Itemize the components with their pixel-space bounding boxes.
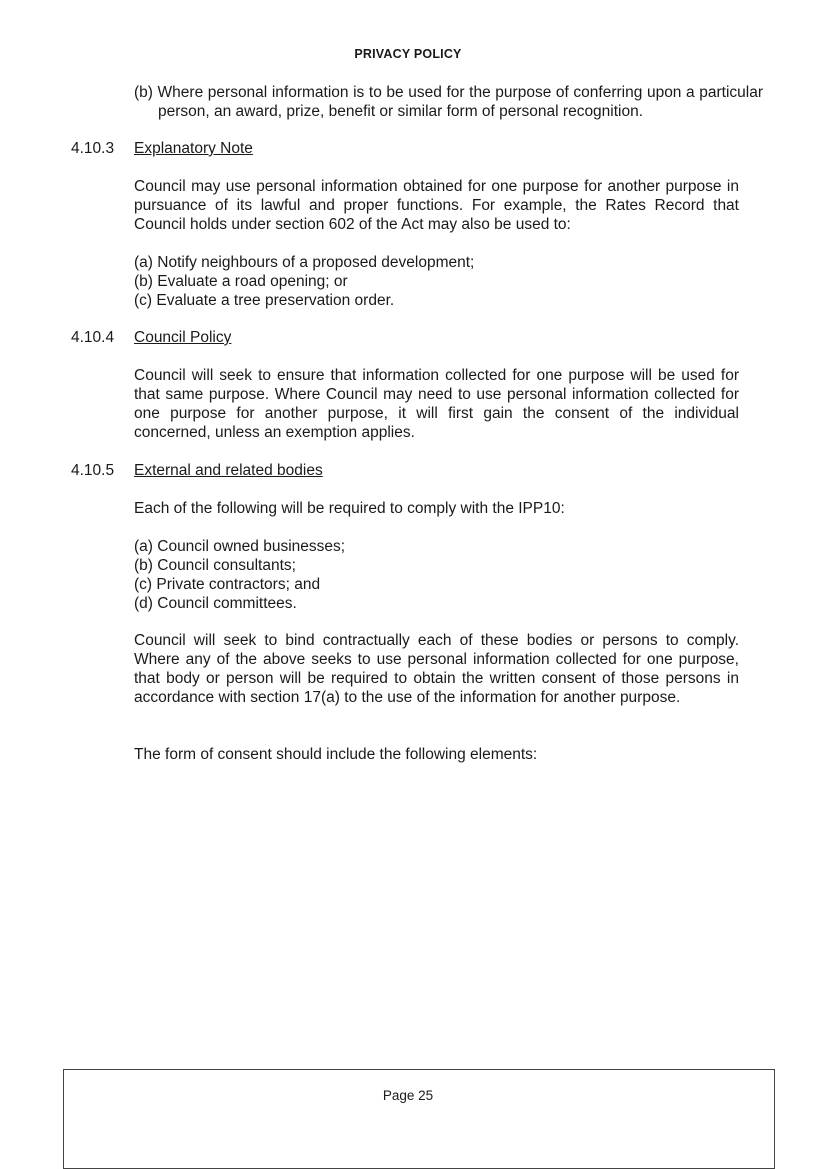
explanatory-note-list bbox=[134, 253, 739, 310]
list-item: (a) Council owned businesses; bbox=[134, 538, 346, 555]
external-bodies-list bbox=[134, 537, 739, 613]
list-item: (d) Council committees. bbox=[134, 595, 297, 612]
section-heading-explanatory-note: Explanatory Note bbox=[134, 140, 253, 157]
external-bodies-binding-paragraph: Council will seek to bind contractually each of these bodies or persons to comply. Where any of the above seeks to use personal information collected for one purpose, that body or person will be required to obtain the written consent of those persons in accordance with section 17(a) to the use of the information for another purpose. bbox=[134, 632, 739, 706]
section-heading-council-policy: Council Policy bbox=[134, 329, 232, 346]
section-number-4-10-3: 4.10.3 bbox=[71, 140, 115, 157]
footer-page-number: Page 25 bbox=[382, 1088, 434, 1103]
section-number-4-10-5: 4.10.5 bbox=[71, 462, 115, 479]
section-heading-external-related-bodies: External and related bodies bbox=[134, 462, 323, 479]
list-item: (b) Council consultants; bbox=[134, 557, 296, 574]
section-number-4-10-4: 4.10.4 bbox=[71, 329, 115, 346]
external-bodies-intro-paragraph: Each of the following will be required to comply with the IPP10: bbox=[134, 500, 565, 517]
consent-form-paragraph: The form of consent should include the following elements: bbox=[134, 746, 538, 763]
list-item: (a) Notify neighbours of a proposed development; bbox=[134, 254, 475, 271]
footer-box bbox=[63, 1069, 775, 1169]
council-policy-paragraph: Council will seek to ensure that information collected for one purpose will be used for that same purpose. Where Council may need to use personal information collected for one purpose for another purpose, it will first gain the consent of the individual concerned, unless an exemption applies. bbox=[134, 367, 739, 441]
intro-list-item-b: (b) Where personal information is to be used for the purpose of conferring upon a particular person, an award, prize, benefit or similar form of personal recognition. bbox=[134, 84, 763, 120]
explanatory-note-paragraph: Council may use personal information obtained for one purpose for another purpose in pursuance of its lawful and proper functions. For example, the Rates Record that Council holds under section 602 of the Act may also be used to: bbox=[134, 178, 739, 233]
page-header-title: PRIVACY POLICY bbox=[354, 47, 462, 61]
list-item: (b) Evaluate a road opening; or bbox=[134, 273, 348, 290]
list-item: (c) Private contractors; and bbox=[134, 576, 321, 593]
list-item: (c) Evaluate a tree preservation order. bbox=[134, 292, 395, 309]
